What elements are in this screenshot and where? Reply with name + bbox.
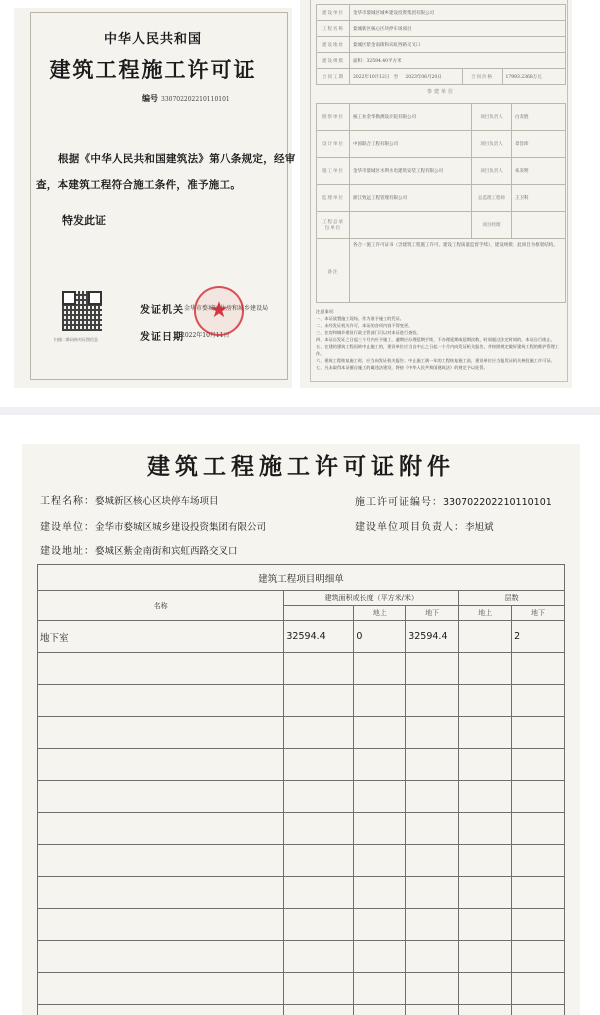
table-caption-row (38, 565, 565, 591)
notes-section (316, 308, 566, 371)
table-row-empty (38, 941, 565, 973)
permit-body-text: 根据《中华人民共和国建筑法》第八条规定，经审查，本建筑工程符合施工条件，准予施工。 (36, 153, 296, 191)
contract-start: 2022年10月12日 (353, 74, 390, 80)
issue-date-value: 2022年10月11日 (181, 332, 230, 339)
project-name-value: 婺城新区核心区块停车场项目 (95, 496, 219, 507)
cell-name: 地下室 (38, 621, 284, 653)
table-row-empty (38, 717, 565, 749)
participants-heading: 参建单位 (426, 89, 455, 95)
note-item: 五、在建的建筑工程因故中止施工的，建设单位应当自中止之日起一个月内向发证机关报告，并按照规定做好建筑工程的维护管理工作。 (316, 344, 559, 356)
image-divider (0, 407, 600, 415)
builder-value: 金华市婺城区城乡建设投资集团有限公司 (95, 522, 267, 533)
row-label: 施工单位 (317, 158, 350, 185)
col-floors-below-header: 地下 (512, 606, 565, 621)
row-label: 工程总承包单位 (317, 212, 350, 239)
col-area-above-header: 地上 (354, 606, 406, 621)
issuer-label: 发证机关 (140, 305, 184, 316)
row-label: 勘察单位 (317, 104, 350, 131)
contract-period-value (350, 69, 463, 85)
col-area-header: 建筑面积或长度（平方米/米） (284, 591, 459, 606)
table-row (317, 158, 566, 185)
remark-value: 各合一施工许可证书（含建筑工程施工许可、建设工程质量监督手续），建设规模：此项目为框架结构。 (350, 239, 566, 303)
table-row-empty (38, 685, 565, 717)
cell-area: 32594.4 (284, 621, 354, 653)
permit-number (142, 93, 230, 104)
address-value: 婺城区紫金南街和宾虹西路交叉口 (95, 546, 238, 557)
table-row (38, 621, 565, 653)
row-role: 项目负责人 (472, 104, 512, 131)
qr-caption: 扫描二维码核对证照信息 (54, 337, 98, 342)
row-value: 金华市婺城区水利水电建筑安装工程有限公司 (350, 158, 472, 185)
issue-date-label: 发证日期 (140, 332, 184, 343)
table-row-empty (38, 813, 565, 845)
row-label: 建设单位 (317, 5, 350, 21)
note-item: 三、住房和城乡建设行政主管部门可以对本证进行查验。 (316, 330, 421, 335)
row-value (350, 212, 472, 239)
permit-number-label: 编号 (142, 93, 158, 103)
row-person: 朱炎明 (512, 158, 566, 185)
project-detail-table (37, 564, 565, 1015)
table-header-row (38, 591, 565, 606)
table-row (317, 37, 566, 53)
participants-table (316, 103, 566, 303)
table-caption: 建筑工程项目明细单 (38, 565, 565, 591)
row-label: 建设规模 (317, 53, 350, 69)
col-area-below-header: 地下 (406, 606, 459, 621)
row-role: 项目负责人 (472, 158, 512, 185)
row-label: 建设地址 (317, 37, 350, 53)
project-name-label: 工程名称： (40, 496, 95, 507)
note-item: 四、本证自发证之日起三个月内应予施工，逾期应办理延期手续，不办理延期或延期次数、时间超过法定时间的，本证自行废止。 (316, 337, 555, 342)
cell-area-above: 0 (354, 621, 406, 653)
row-value: 面积：32594.40平方米 (350, 53, 566, 69)
col-floors-header: 层数 (459, 591, 565, 606)
row-label: 监理单位 (317, 185, 350, 212)
row-role: 总监理工程师 (472, 185, 512, 212)
table-row (317, 5, 566, 21)
table-row-empty (38, 973, 565, 1005)
builder-lead-line (355, 518, 494, 533)
official-seal-icon (194, 286, 244, 336)
builder-lead-label: 建设单位项目负责人： (355, 522, 465, 533)
row-value: 核工业金华勘测设计院有限公司 (350, 104, 472, 131)
table-row-empty (38, 877, 565, 909)
table-row-empty (38, 749, 565, 781)
remark-label: 备注 (317, 239, 350, 303)
permit-attachment (22, 444, 580, 1015)
project-name-line (40, 492, 219, 507)
issuer-value: 金华市婺城区住房和城乡建设局 (184, 305, 269, 312)
notes-title: 注意事项： (316, 309, 337, 314)
permit-number-value: 330702202210110101 (161, 96, 230, 103)
permit-no-line (355, 493, 552, 508)
permit-back (300, 0, 572, 388)
note-item: 六、建筑工程恢复施工时，应当向发证机关报告；中止施工满一年的工程恢复施工前，建设单位应当报发证机关核验施工许可证。 (316, 358, 555, 363)
address-label: 建设地址： (40, 546, 95, 557)
row-role: 项目负责人 (472, 131, 512, 158)
address-line (40, 542, 238, 557)
project-info-table (316, 4, 566, 85)
cell-area-below: 32594.4 (406, 621, 459, 653)
table-row-empty (38, 1005, 565, 1015)
attachment-title: 建筑工程施工许可证附件 (147, 453, 455, 480)
country-heading: 中华人民共和国 (103, 32, 202, 47)
table-row (317, 239, 566, 303)
qr-code-icon[interactable] (62, 291, 102, 331)
builder-line (40, 518, 266, 533)
row-value: 婺城区紫金南街和宾虹西路交叉口 (350, 37, 566, 53)
col-area-total-header (284, 606, 354, 621)
note-item: 一、本证放置施工现场，作为准予施工的凭证。 (316, 316, 404, 321)
cell-floors-above (459, 621, 512, 653)
permit-front (14, 8, 296, 388)
special-issue-text: 特发此证 (62, 214, 106, 227)
contract-to: 至 (393, 74, 399, 80)
note-item: 七、凡未取得本证擅自施工的属违法建设，将按《中华人民共和国建筑法》的规定予以处罚。 (316, 365, 488, 370)
contract-price-label: 合同价格 (462, 69, 502, 85)
contract-price-value: 17993.2368万元 (502, 69, 565, 85)
contract-end: 2023年06月20日 (405, 74, 442, 80)
col-floors-above-header: 地上 (459, 606, 512, 621)
row-role: 项目经理 (472, 212, 512, 239)
table-row (317, 21, 566, 37)
table-row-empty (38, 909, 565, 941)
row-person: 章旨炜 (512, 131, 566, 158)
table-row (317, 185, 566, 212)
note-item: 二、未经发证机关许可，本证的各项内容不得变更。 (316, 323, 413, 328)
permit-title: 建筑工程施工许可证 (49, 57, 257, 82)
seal-star-icon: ★ (209, 298, 229, 323)
row-value: 婺城新区核心区块停车场项目 (350, 21, 566, 37)
row-value: 浙江致远工程管理有限公司 (350, 185, 472, 212)
table-row (317, 131, 566, 158)
row-label: 工程名称 (317, 21, 350, 37)
table-row (317, 212, 566, 239)
permit-no-value: 330702202210110101 (443, 497, 552, 508)
builder-lead-value: 李旭斌 (465, 522, 494, 533)
col-name-header: 名称 (38, 591, 284, 621)
cell-floors-below: 2 (512, 621, 565, 653)
row-label: 设计单位 (317, 131, 350, 158)
row-person: 王卫科 (512, 185, 566, 212)
row-value: 金华市婺城区城乡建设投资集团有限公司 (350, 5, 566, 21)
table-row (317, 69, 566, 85)
table-row-empty (38, 845, 565, 877)
row-value: 中国联合工程有限公司 (350, 131, 472, 158)
table-row (317, 53, 566, 69)
table-row-empty (38, 781, 565, 813)
table-row-empty (38, 653, 565, 685)
builder-label: 建设单位： (40, 522, 95, 533)
row-person (512, 212, 566, 239)
permit-no-label: 施工许可证编号： (355, 497, 443, 508)
table-row (317, 104, 566, 131)
contract-period-label: 合同工期 (317, 69, 350, 85)
row-person: 白炎胜 (512, 104, 566, 131)
